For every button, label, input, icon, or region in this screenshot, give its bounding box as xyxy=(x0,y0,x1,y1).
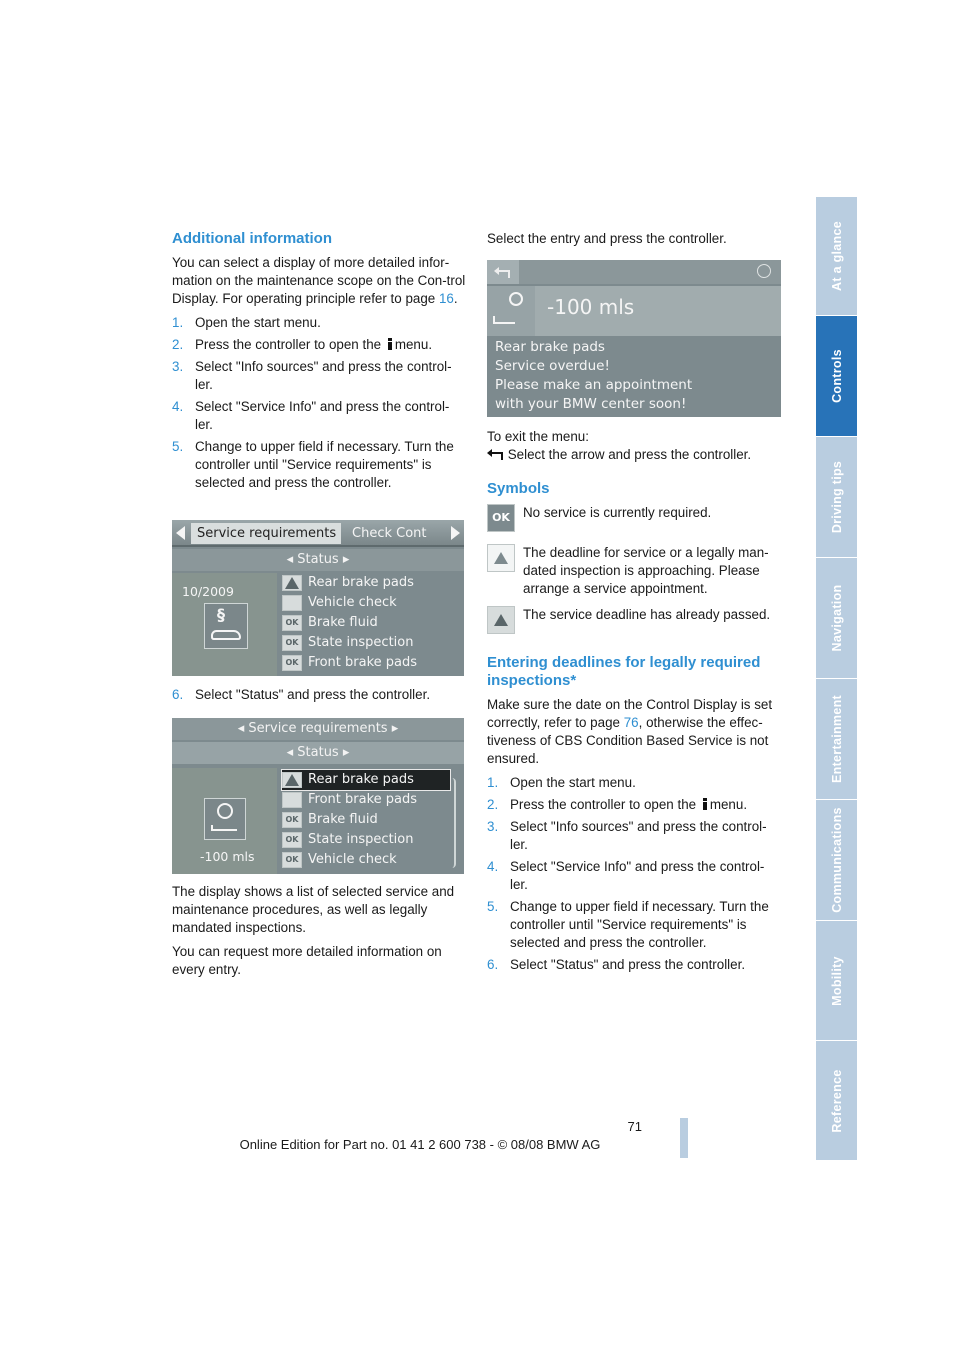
ok-icon: OK xyxy=(282,615,302,631)
warning-icon xyxy=(282,575,302,591)
list-item: 6. Select "Status" and press the controller. xyxy=(487,957,746,972)
list-item: 5. Change to upper field if necessary. Turn the controller until "Service requirements" is selected and press the controller. xyxy=(172,439,454,490)
symbols-heading: Symbols xyxy=(487,480,550,497)
list-item: 5. Change to upper field if necessary. Turn the controller until "Service requirements" is selected and press the controller. xyxy=(487,899,769,950)
symbol-row-approaching: The deadline for service or a legally man-dated inspection is approaching. Please arrange a service appointment. xyxy=(487,544,782,598)
list-item: 3. Select "Info sources" and press the control-ler. xyxy=(172,359,452,392)
display-description: The display shows a list of selected service and maintenance procedures, as well as legally mandated inspections. xyxy=(172,884,455,935)
tab-check-control[interactable]: Check Cont xyxy=(352,526,427,541)
right-column xyxy=(487,230,782,248)
ok-icon: OK xyxy=(282,852,302,868)
ok-icon: OK xyxy=(282,635,302,651)
list-item: 1. Open the start menu. xyxy=(172,315,321,330)
tab-communications[interactable]: Communications xyxy=(816,799,857,920)
list-item[interactable]: OK Brake fluid xyxy=(282,613,450,633)
tab-at-a-glance[interactable]: At a glance xyxy=(829,221,844,291)
mileage-value: -100 mls xyxy=(547,295,635,319)
service-requirements-title[interactable]: ◂ Service requirements ▸ xyxy=(172,718,464,740)
list-item: 3. Select "Info sources" and press the control-ler. xyxy=(487,819,767,852)
right-text-block xyxy=(487,428,782,978)
info-circle-icon xyxy=(757,264,771,278)
page-link-76[interactable]: 76 xyxy=(623,715,639,730)
tab-controls[interactable]: Controls xyxy=(816,315,857,436)
symbol-row-passed: The service deadline has already passed. xyxy=(487,606,782,636)
list-item[interactable]: OK Brake fluid xyxy=(282,810,450,830)
arrow-left-icon[interactable] xyxy=(176,526,185,540)
tab-mobility[interactable]: Mobility xyxy=(816,920,857,1040)
list-item: 6. Select "Status" and press the controller. xyxy=(172,687,431,702)
list-item: 2. Press the controller to open the menu. xyxy=(172,337,433,352)
deadlines-heading: Entering deadlines for legally required inspections* xyxy=(487,654,761,689)
steps-list-left xyxy=(172,314,467,492)
step-6-left xyxy=(172,686,467,708)
back-button[interactable] xyxy=(487,260,519,284)
service-detail-screen xyxy=(487,260,781,417)
steps-list-right xyxy=(487,774,782,974)
service-list xyxy=(282,770,450,870)
warning-dark-icon xyxy=(487,606,515,634)
state-inspection-icon: § xyxy=(204,603,248,649)
list-item[interactable]: OK State inspection xyxy=(282,830,450,850)
empty-status-icon xyxy=(282,595,302,611)
empty-status-icon xyxy=(282,792,302,808)
scroll-indicator[interactable] xyxy=(452,778,456,868)
symbol-row-ok: OK No service is currently required. xyxy=(487,504,782,536)
list-item[interactable]: Rear brake pads xyxy=(282,573,450,593)
left-column xyxy=(172,230,467,496)
list-item[interactable]: OK Front brake pads xyxy=(282,653,450,673)
status-list-screen xyxy=(172,718,464,874)
page-marker xyxy=(680,1118,688,1158)
info-icon xyxy=(702,798,708,810)
status-selector[interactable]: ◂ Status ▸ xyxy=(172,549,464,571)
list-item[interactable]: Front brake pads xyxy=(282,790,450,810)
tab-navigation[interactable]: Navigation xyxy=(816,557,857,678)
tab-driving-tips[interactable]: Driving tips xyxy=(816,436,857,557)
warning-light-icon xyxy=(487,544,515,572)
footer-text: Online Edition for Part no. 01 41 2 600 738 - © 08/08 BMW AG xyxy=(239,1137,601,1152)
select-entry-text: Select the entry and press the controller. xyxy=(487,231,727,246)
tab-service-requirements[interactable]: Service requirements xyxy=(191,523,341,544)
list-item[interactable]: OK Vehicle check xyxy=(282,850,450,870)
list-item[interactable]: Vehicle check xyxy=(282,593,450,613)
arrow-right-icon[interactable] xyxy=(451,526,460,540)
exit-menu-text: To exit the menu: xyxy=(487,429,589,444)
chapter-tabs xyxy=(816,197,857,1160)
warning-icon xyxy=(282,772,302,788)
ok-icon: OK xyxy=(282,812,302,828)
deadlines-intro: Make sure the date on the Control Display is set correctly, refer to page 76, otherwise the effec-tiveness of CBS Condition Based Service is not ensured. xyxy=(487,697,773,766)
service-requirements-screen xyxy=(172,520,464,676)
service-due-icon xyxy=(509,292,523,306)
list-item[interactable]: Rear brake pads xyxy=(282,770,450,790)
intro-paragraph: You can select a display of more detailed infor-mation on the maintenance scope on the Con-trol Display. For operating principle refer to page 16. xyxy=(172,255,466,306)
back-arrow-icon xyxy=(487,449,504,460)
tab-entertainment[interactable]: Entertainment xyxy=(816,678,857,799)
exit-step: Select the arrow and press the controller. xyxy=(487,446,782,464)
page-number: 71 xyxy=(627,1119,642,1134)
ok-icon: OK xyxy=(282,655,302,671)
status-selector[interactable]: ◂ Status ▸ xyxy=(172,742,464,764)
ok-icon: OK xyxy=(487,504,515,532)
info-icon xyxy=(387,338,393,350)
detail-description: You can request more detailed information on every entry. xyxy=(172,944,442,977)
additional-information-heading: Additional information xyxy=(172,230,332,247)
service-due-icon xyxy=(204,798,246,840)
service-list xyxy=(282,573,450,673)
list-item: 2. Press the controller to open the menu. xyxy=(487,797,748,812)
list-item: 4. Select "Service Info" and press the control-ler. xyxy=(487,859,765,892)
service-icon-panel xyxy=(487,286,535,336)
back-arrow-icon xyxy=(494,267,511,278)
service-message: Rear brake pads Service overdue! Please make an appointment with your BMW center soon! xyxy=(495,339,693,412)
left-paragraphs xyxy=(172,883,467,979)
list-item: 4. Select "Service Info" and press the control-ler. xyxy=(172,399,450,432)
ok-icon: OK xyxy=(282,832,302,848)
list-item[interactable]: OK State inspection xyxy=(282,633,450,653)
mileage-value: -100 mls xyxy=(200,849,255,864)
page-link-16[interactable]: 16 xyxy=(438,291,454,306)
list-item: 1. Open the start menu. xyxy=(487,775,636,790)
due-date: 10/2009 xyxy=(182,584,234,599)
tab-reference[interactable]: Reference xyxy=(816,1040,857,1160)
